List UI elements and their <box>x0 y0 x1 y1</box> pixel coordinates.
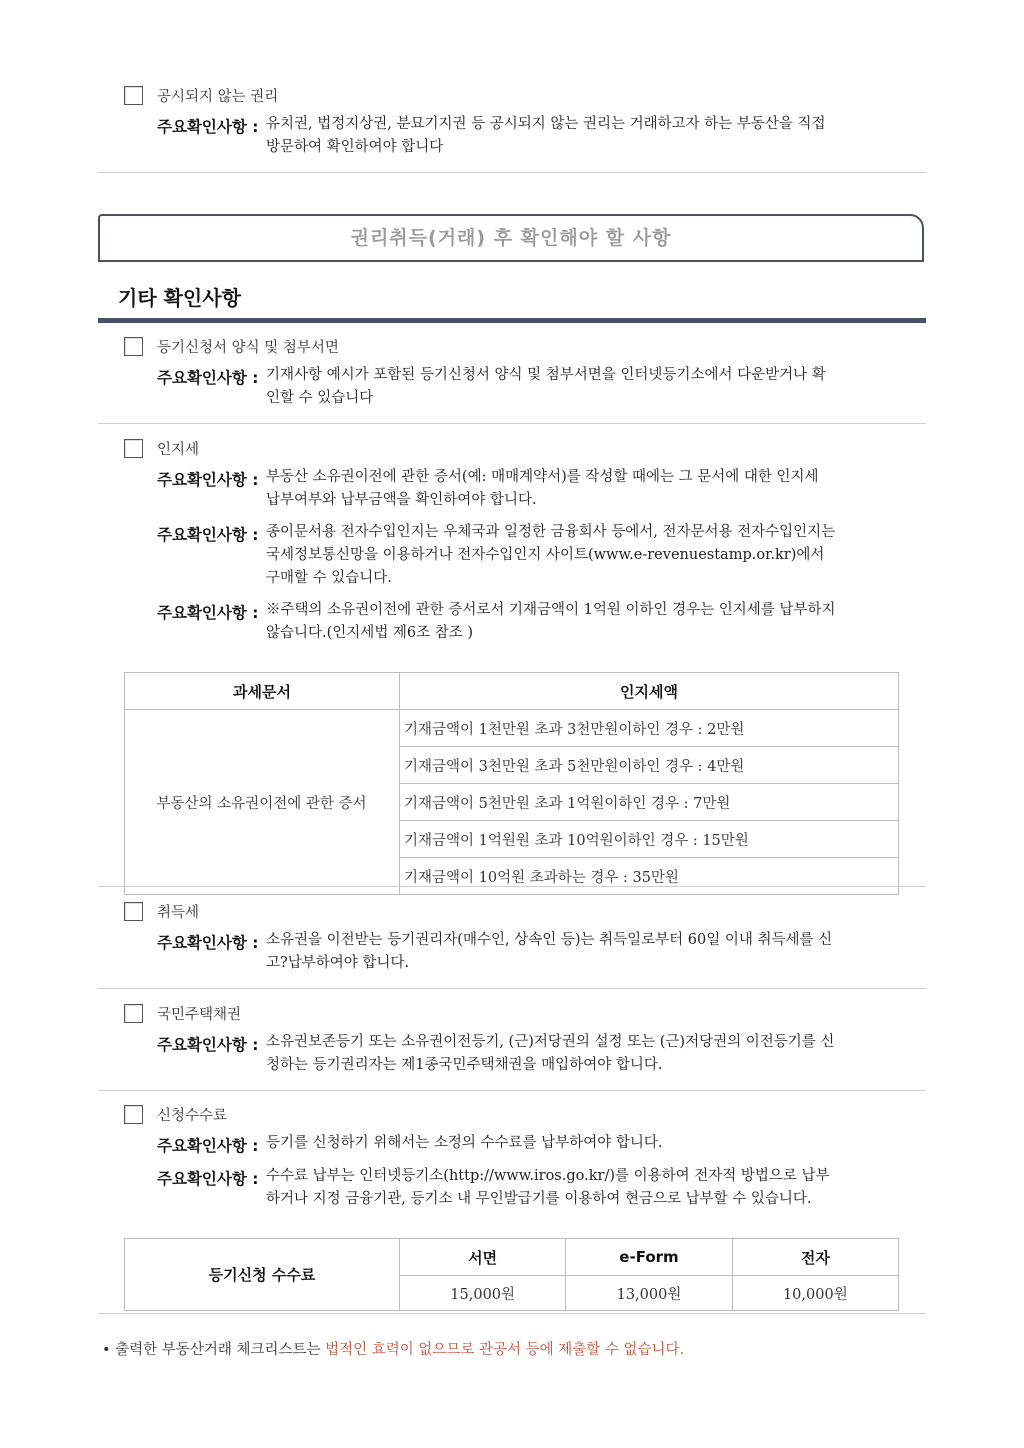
tax-row: 기재금액이 1억원원 초과 10억원이하인 경우 : 15만원 <box>400 821 899 858</box>
fee-checkbox[interactable] <box>124 1105 143 1124</box>
fee-value-eform: 13,000원 <box>566 1276 732 1311</box>
stamp-note-1: 부동산 소유권이전에 관한 증서(예: 매매계약서)를 작성할 때에는 그 문서에 대한 인지세 납부여부와 납부금액을 확인하여야 합니다. <box>266 469 819 508</box>
footnote-bullet: • <box>102 1342 111 1358</box>
unposted-rights-title: 공시되지 않는 권리 <box>157 89 279 105</box>
divider <box>98 423 926 424</box>
fee-header-electronic: 전자 <box>732 1239 898 1276</box>
housing-bond-text: 소유권보존등기 또는 소유권이전등기, (근)저당권의 설정 또는 (근)저당권의 이전등기를 신 청하는 등기권리자는 제1종국민주택채권을 매입하여야 합니다. <box>266 1034 835 1073</box>
key-check-label: 주요확인사항 : <box>157 934 259 952</box>
fee-table <box>124 1238 899 1311</box>
acquisition-tax-title: 취득세 <box>157 905 200 921</box>
key-check-label: 주요확인사항 : <box>157 526 259 544</box>
divider <box>98 1090 926 1091</box>
tax-row: 기재금액이 10억원 초과하는 경우 : 35만원 <box>400 858 899 895</box>
key-check-label: 주요확인사항 : <box>157 1170 259 1188</box>
divider <box>98 988 926 989</box>
tax-col-amount: 인지세액 <box>400 673 899 710</box>
tax-row: 기재금액이 3천만원 초과 5천만원이하인 경우 : 4만원 <box>400 747 899 784</box>
tax-doc-cell: 부동산의 소유권이전에 관한 증서 <box>125 710 400 895</box>
key-check-label: 주요확인사항 : <box>157 118 259 136</box>
stamp-tax-title: 인지세 <box>157 442 200 458</box>
section-rule <box>98 318 926 323</box>
forms-text: 기재사항 예시가 포함된 등기신청서 양식 및 첨부서면을 인터넷등기소에서 다운받거나 확 인할 수 있습니다 <box>266 367 826 406</box>
divider <box>98 886 926 887</box>
stamp-tax-table <box>124 672 899 895</box>
stamp-tax-checkbox[interactable] <box>124 439 143 458</box>
fee-value-paper: 15,000원 <box>400 1276 566 1311</box>
key-check-label: 주요확인사항 : <box>157 604 259 622</box>
unposted-rights-text: 유치권, 법정지상권, 분묘기지권 등 공시되지 않는 권리는 거래하고자 하는 부동산을 직접 방문하여 확인하여야 합니다 <box>266 116 826 155</box>
housing-bond-title: 국민주택채권 <box>157 1007 242 1023</box>
key-check-label: 주요확인사항 : <box>157 369 259 387</box>
housing-bond-checkbox[interactable] <box>124 1004 143 1023</box>
divider <box>98 1313 926 1314</box>
fee-note-1: 등기를 신청하기 위해서는 소정의 수수료를 납부하여야 합니다. <box>266 1135 663 1151</box>
forms-title: 등기신청서 양식 및 첨부서면 <box>157 340 339 356</box>
key-check-label: 주요확인사항 : <box>157 1036 259 1054</box>
key-check-label: 주요확인사항 : <box>157 1137 259 1155</box>
tax-col-doc: 과세문서 <box>125 673 400 710</box>
footnote-text: 출력한 부동산거래 체크리스트는 <box>110 1342 326 1358</box>
forms-checkbox[interactable] <box>124 337 143 356</box>
stamp-note-3: ※주택의 소유권이전에 관한 증서로서 기재금액이 1억원 이하인 경우는 인지세를 납부하지 않습니다.(인지세법 제6조 참조 ) <box>266 602 836 641</box>
fee-title: 신청수수료 <box>157 1108 228 1124</box>
acquisition-tax-checkbox[interactable] <box>124 902 143 921</box>
post-acquisition-banner: 권리취득(거래) 후 확인해야 할 사항 <box>98 214 924 262</box>
divider <box>98 172 926 173</box>
section-heading: 기타 확인사항 <box>118 286 241 310</box>
fee-header-paper: 서면 <box>400 1239 566 1276</box>
tax-row: 기재금액이 1천만원 초과 3천만원이하인 경우 : 2만원 <box>400 710 899 747</box>
fee-note-2: 수수료 납부는 인터넷등기소(http://www.iros.go.kr/)를 이용하여 전자적 방법으로 납부 하거나 지정 금융기관, 등기소 내 무인발급기를 이용하여 현금으로 납부할 수 있습니다. <box>266 1168 830 1207</box>
stamp-note-2: 종이문서용 전자수입인지는 우체국과 일정한 금융회사 등에서, 전자문서용 전자수입인지는 국세정보통신망을 이용하거나 전자수입인지 사이트(www.e-revenuestamp.or.kr)에서 구매할 수 있습니다. <box>266 524 836 586</box>
footnote-warning: 법적인 효력이 없으므로 관공서 등에 제출할 수 없습니다. <box>325 1342 685 1358</box>
unposted-rights-checkbox[interactable] <box>124 86 143 105</box>
key-check-label: 주요확인사항 : <box>157 471 259 489</box>
acquisition-tax-text: 소유권을 이전받는 등기권리자(매수인, 상속인 등)는 취득일로부터 60일 이내 취득세를 신 고?납부하여야 합니다. <box>266 932 833 971</box>
fee-row-label: 등기신청 수수료 <box>125 1239 400 1311</box>
fee-value-electronic: 10,000원 <box>732 1276 898 1311</box>
fee-header-eform: e-Form <box>566 1239 732 1276</box>
tax-row: 기재금액이 5천만원 초과 1억원이하인 경우 : 7만원 <box>400 784 899 821</box>
footnote <box>102 1338 684 1359</box>
